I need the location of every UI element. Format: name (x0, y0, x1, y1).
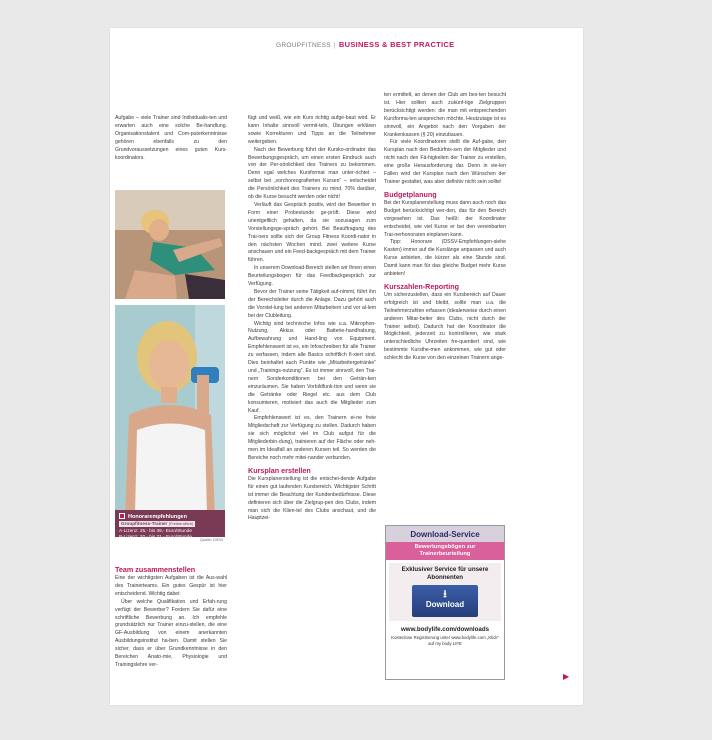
photo-trainer-portrait-illustration (115, 305, 225, 515)
photo-woman-exercise (115, 190, 225, 299)
arrow-right-icon: ▶ (563, 672, 570, 681)
fee-box-subtitle-small: (Freiberuflich) (168, 521, 194, 526)
heading-team: Team zusammenstellen (115, 565, 196, 574)
photo-trainer-portrait (115, 305, 225, 515)
download-service-box (385, 525, 505, 680)
download-button[interactable] (412, 585, 478, 617)
fee-box-subtitle-strong: Groupfitness-Trainer (121, 521, 168, 526)
column-3 (384, 92, 506, 363)
paragraph: Verläuft das Gespräch positiv, wird der Bewerber in Form einer Probestunde ge-prüft. Diese wird unentgeltlich gehalten, da sie sozusagen zum Vorstellungsge-spräch gehört. Bei Beauftragung des Trai-ners sollte sich der Group Fitness Koordi-nator in den nächsten Wochen mind. zwei weitere Kurse anschauen und ein Feed-backgespräch mit dem Trainer führen. (248, 201, 376, 264)
header-section: BUSINESS & BEST PRACTICE (338, 40, 455, 49)
fee-box-title-row (119, 513, 221, 520)
heading-kursplan: Kursplan erstellen (248, 465, 311, 475)
download-box-title: Download-Service (386, 526, 504, 542)
download-url-link[interactable]: www.bodylife.com/downloads (400, 626, 490, 633)
paragraph: Um sicherzustellen, dass ein Kursbereich auf Dauer erfolgreich ist und bleibt, sollte man u.a. die Teilnehmerzahlen erfassen (idealerweise durch einen anderen Mitar-beiter des Clubs, nicht durch der Trainer selbst). Dadurch hat der Koordinator die Möglichkeit, jederzeit zu kontrollieren, wie stark unterschiedliche Uhrzeiten fre-quentiert sind, wie bestimmte Kursthe-men ankommen, wie gut oder schlecht die Kurse von den einzelnen Trainern ange- (384, 291, 506, 362)
fee-box-title: Honorarempfehlungen (128, 514, 187, 520)
paragraph: Über welche Qualifikation und Erfah-rung verfügt der Bewerber? Fordern Sie dafür eine schriftliche Bewerbung an. Ich empfehle grundsätzlich nur Trainer einzu-stellen, die eine GF-Ausbildung von einem anerkannten Ausbildungsinstitut ha-ben. Damit stellen Sie sicher, dass er über Grundkenntnisse in den Bereichen Anato-mie, Physiologie und Trainingslehre ver- (115, 598, 227, 668)
column-2 (248, 115, 376, 523)
download-button-label: Download (425, 600, 465, 609)
column-1-bottom (115, 562, 227, 670)
header-separator: | (333, 42, 336, 49)
paragraph: ten ermittelt, an denen der Club am bes-ten besucht ist. Hier sollten auch zukünf-tige Zielgruppen berücksichtigt werden: die man mit entsprechenden Kursforma-ten ansprechen möchte. Heutzutage ist es sinnvoll, ein Angebot nach den Vorgaben der Krankenkassen (§ 20) einzubauen. (384, 92, 506, 138)
fee-a-license: A-Lizenz: 25,- bis 39,- Euro/Stunde (119, 528, 192, 533)
paragraph: Empfehlenswert ist es, den Trainern ei-ne freie Mitgliedschaft zur Verfügung zu stellen. Dadurch haben sie sich möglichst viel im Club aufgut für die Mitgliederbin-dung), trainieren auf der Fläche oder neh-men im Idealfall an anderen Kursen teil. So werden die Bereiche noch mehr mitei-nander verbunden. (248, 415, 376, 461)
download-note: Kostenlose Registrierung unter www.bodylife.com „Klick“ auf my body LIFE (391, 635, 499, 646)
download-box-inner (389, 563, 501, 621)
fee-recommendation-box (115, 510, 225, 537)
paragraph: Aufgabe – viele Trainer sind Individualis-ten und erwarten auch eine solche Be-handlung. Organisationstalent und Com-puterkenntnisse gehören ebenfalls zu den Grundvoraussetzungen eines guten Kurs-koordinators. (115, 115, 227, 161)
paragraph: Wichtig sind technische Infos wie u.a. Mikrophon-Nutzung, Akkus oder Batterie-handhabung, Aufbewahrung und Hand-ling von Equipment. Empfehlenswert ist es, ein Infoschreiben für alle Trainer zu verfassen, indem alle Basics schriftlich fi-xiert sind. Dies beinhaltet auch Punkte wie „Mitarbeitergetränke“ und „Trainings-nutzung“. Es ist immer sinnvoll, den Trai-nern Sonderkonditionen bei den Geträn-ken einzuräumen. Sie haben Vorbildfunk-tion und wenn sie die Getränke oder Riegel etc. aus dem Club konsumieren, motiviert das auch die Mitglieder zum Kauf. (248, 320, 376, 414)
header-category: GROUPFITNESS (276, 42, 331, 49)
paragraph: fügt und weiß, wie ein Kurs richtig aufge-baut wird. Er kann Inhalte sinnvoll vermit-teln, Übungen erklären sowie Korrekturen und Tipps an die Teilnehmer weitergeben. (248, 115, 376, 145)
download-box-subtitle: Bewertungsbögen zur Trainerbeurteilung (386, 542, 504, 560)
paragraph: Bevor der Trainer seine Tätigkeit auf-nimmt, führt ihn der Bereichsleiter durch die Anlage. Dazu gehört auch die Vorstel-lung bei anderen Mitarbeitern und vor al-lem bei der Clubleitung. (248, 288, 376, 319)
fee-b-license: B-Lizenz: 20,- bis 31,- Euro/Stunde (119, 534, 192, 539)
page-header (276, 40, 576, 49)
download-arrow-icon: ⭳ (443, 589, 447, 600)
column-1-top (115, 115, 227, 162)
paragraph: Tipp: Honorare (DSSV-Empfehlungen-siehe Kasten) immer auf die Kurslänge anpassen und auch Kurse anbieten, die kürzer als eine Stunde sind. Damit kann man für das gleiche Budget mehr Kurse anbieten! (384, 239, 506, 278)
paragraph: Für viele Koordinatoren stellt die Auf-gabe, den Kursplan nach den Bedürfnis-sen der Mitglieder und nicht nach den Fä-higkeiten der Trainer zu erstellen, eine große Herausforderung dar. Denn in vie-len Fällen wird der Kursplan nach den Wünschen der Trainer gestaltet, was aber definitiv nicht sein sollte! (384, 139, 506, 185)
download-box-exclusive: Exklusiver Service für unsere Abonnenten (401, 566, 489, 581)
heading-reporting: Kurszahlen-Reporting (384, 281, 460, 291)
paragraph: Bei der Kursplanerstellung muss dann auch noch das Budget berücksichtigt wer-den, das für den Bereich vorgesehen ist. Das heißt: der Koordinator entscheidet, wie viel Kurse er bei den vereinbarten Trai-nerhonoraren einplanen kann. (384, 199, 506, 238)
paragraph: In unserem Download-Bereich stellen wir Ihnen einen Beurteilungsbogen für das Feedbackgespräch zur Verfügung. (248, 265, 376, 288)
photo-woman-exercise-illustration (115, 190, 225, 299)
paragraph: Nach der Bewerbung führt der Kursko-ordinator das Bewerbungsgespräch, um einen ersten Eindruck auch von der Per-sönlichkeit des Trainers zu bekommen. Denn egal welches Kursformat man unter-richtet – selbst bei „vorchoreografierten Kursen“ – entscheidet die Persönlichkeit des Trainers zu mind. 70% darüber, ob die Kurse besucht werden oder nicht! (248, 146, 376, 201)
fee-source: Quelle: DSSV (200, 538, 224, 542)
paragraph: Eine der wichtigsten Aufgaben ist die Aus-wahl des Trainerteams. Ein gutes Gespür ist hier entscheidend. Wichtig dabei: (115, 575, 227, 597)
heading-budget: Budgetplanung (384, 189, 437, 199)
paragraph: Die Kursplanerstellung ist die entschei-dende Aufgabe für einen gut laufenden Kursbereich. Wichtigster Schritt ist immer die Beachtung der Kundenbedürfnisse. Diese definieren sich über die Zielgrup-pen des Clubs, indem man sich die Klien-tel des Clubs anschaut, und die Hauptzei- (248, 475, 376, 522)
fee-box-subtitle (119, 521, 195, 527)
square-bullet-icon (119, 513, 125, 519)
